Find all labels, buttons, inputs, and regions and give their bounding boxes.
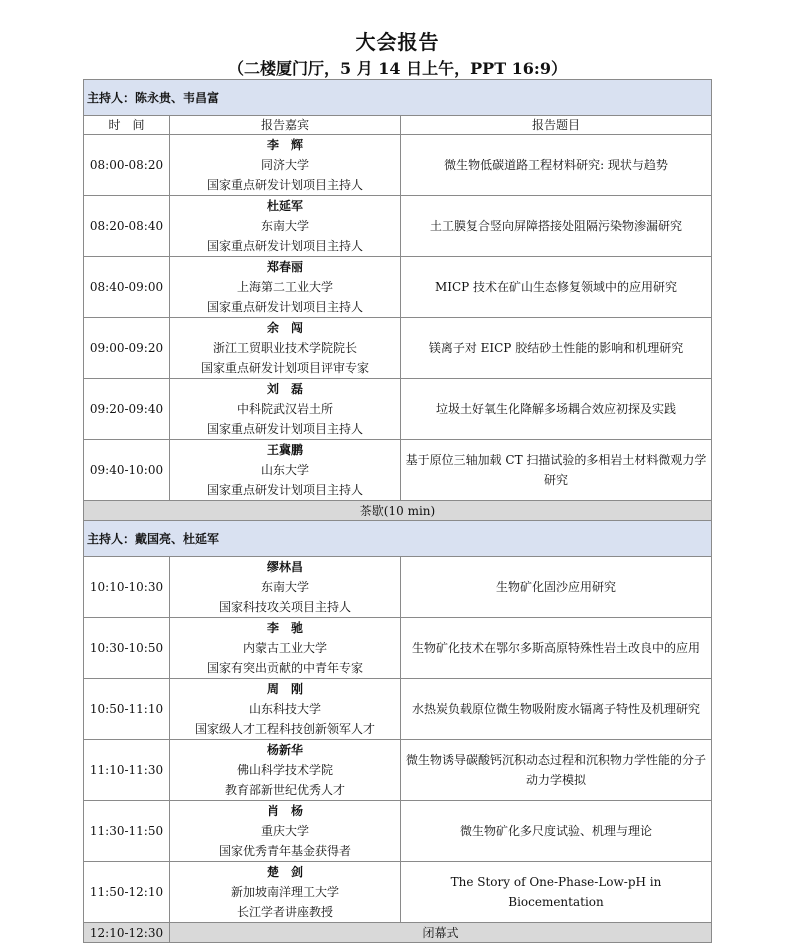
guest-title: 国家科技攻关项目主持人 (218, 600, 351, 614)
talk-guest (170, 679, 401, 740)
session2-host: 主持人：戴国亮、杜延军 (84, 521, 712, 557)
guest-org: 山东大学 (260, 463, 309, 477)
guest-title: 国家有突出贡献的中青年专家 (206, 661, 363, 675)
guest-title: 国家重点研发计划项目主持人 (206, 422, 363, 436)
guest-title: 国家重点研发计划项目主持人 (206, 300, 363, 314)
page-title: 大会报告 (355, 30, 440, 54)
guest-name: 杨新华 (266, 743, 303, 757)
talk-topic: 微生物低碳道路工程材料研究: 现状与趋势 (401, 135, 712, 196)
talk-time: 11:10-11:30 (84, 740, 170, 801)
talk-topic: MICP 技术在矿山生态修复领域中的应用研究 (401, 257, 712, 318)
table-row (84, 135, 712, 196)
talk-guest (170, 318, 401, 379)
talk-time: 11:30-11:50 (84, 801, 170, 862)
table-row (84, 862, 712, 923)
table-row (84, 379, 712, 440)
guest-org: 上海第二工业大学 (236, 280, 333, 294)
session1-host-row (84, 80, 712, 116)
guest-name: 缪林昌 (266, 560, 303, 574)
guest-org: 东南大学 (260, 580, 309, 594)
talk-topic: The Story of One-Phase-Low-pH in Biocementation (401, 862, 712, 923)
guest-name: 肖 杨 (266, 804, 303, 818)
talk-guest (170, 557, 401, 618)
guest-title: 国家重点研发计划项目主持人 (206, 483, 363, 497)
guest-org: 中科院武汉岩土所 (236, 402, 333, 416)
guest-org: 新加坡南洋理工大学 (230, 885, 339, 899)
table-row (84, 318, 712, 379)
guest-title: 国家重点研发计划项目主持人 (206, 239, 363, 253)
guest-title: 国家重点研发计划项目评审专家 (200, 361, 369, 375)
table-row (84, 196, 712, 257)
guest-name: 杜延军 (266, 199, 303, 213)
talk-topic: 垃圾土好氧生化降解多场耦合效应初探及实践 (401, 379, 712, 440)
column-header-row (84, 116, 712, 135)
guest-name: 王冀鹏 (266, 443, 303, 457)
guest-title: 国家优秀青年基金获得者 (218, 844, 351, 858)
talk-guest (170, 440, 401, 501)
talk-time: 08:00-08:20 (84, 135, 170, 196)
guest-name: 李 辉 (266, 138, 303, 152)
talk-topic: 生物矿化固沙应用研究 (401, 557, 712, 618)
talk-topic: 微生物矿化多尺度试验、机理与理论 (401, 801, 712, 862)
session1-host: 主持人：陈永贵、韦昌富 (84, 80, 712, 116)
talk-time: 10:50-11:10 (84, 679, 170, 740)
talk-guest (170, 801, 401, 862)
talk-time: 11:50-12:10 (84, 862, 170, 923)
talk-time: 10:10-10:30 (84, 557, 170, 618)
guest-org: 浙江工贸职业技术学院院长 (212, 341, 357, 355)
talk-topic: 水热炭负载原位微生物吸附废水镉离子特性及机理研究 (401, 679, 712, 740)
guest-name: 刘 磊 (266, 382, 303, 396)
talk-topic: 土工膜复合竖向屏障搭接处阻隔污染物渗漏研究 (401, 196, 712, 257)
session2-host-row (84, 521, 712, 557)
guest-org: 同济大学 (260, 158, 309, 172)
closing-row (84, 923, 712, 943)
guest-org: 东南大学 (260, 219, 309, 233)
talk-guest (170, 379, 401, 440)
guest-name: 李 驰 (266, 621, 303, 635)
guest-org: 山东科技大学 (248, 702, 321, 716)
talk-time: 09:20-09:40 (84, 379, 170, 440)
guest-org: 重庆大学 (260, 824, 309, 838)
guest-name: 楚 剑 (266, 865, 303, 879)
header-guest: 报告嘉宾 (170, 116, 401, 135)
page-subtitle: （二楼厦门厅，5 月 14 日上午，PPT 16:9） (228, 59, 567, 78)
table-row (84, 257, 712, 318)
talk-time: 09:00-09:20 (84, 318, 170, 379)
header-topic: 报告题目 (401, 116, 712, 135)
talk-topic: 微生物诱导碳酸钙沉积动态过程和沉积物力学性能的分子动力学模拟 (401, 740, 712, 801)
guest-org: 内蒙古工业大学 (242, 641, 327, 655)
table-row (84, 740, 712, 801)
talk-time: 08:20-08:40 (84, 196, 170, 257)
table-row (84, 618, 712, 679)
talk-guest (170, 618, 401, 679)
guest-name: 郑春丽 (266, 260, 303, 274)
talk-time: 09:40-10:00 (84, 440, 170, 501)
guest-title: 国家级人才工程科技创新领军人才 (194, 722, 375, 736)
header-time: 时 间 (84, 116, 170, 135)
closing-label: 闭幕式 (170, 923, 712, 943)
break-label: 茶歇(10 min) (84, 501, 712, 521)
guest-name: 周 刚 (266, 682, 303, 696)
guest-name: 余 闯 (266, 321, 303, 335)
schedule-table (83, 79, 712, 943)
guest-title: 教育部新世纪优秀人才 (224, 783, 345, 797)
table-row (84, 801, 712, 862)
table-row (84, 440, 712, 501)
guest-title: 国家重点研发计划项目主持人 (206, 178, 363, 192)
guest-title: 长江学者讲座教授 (236, 905, 333, 919)
guest-org: 佛山科学技术学院 (236, 763, 333, 777)
closing-time: 12:10-12:30 (84, 923, 170, 943)
table-row (84, 557, 712, 618)
talk-topic: 镁离子对 EICP 胶结砂土性能的影响和机理研究 (401, 318, 712, 379)
talk-guest (170, 862, 401, 923)
talk-time: 10:30-10:50 (84, 618, 170, 679)
talk-guest (170, 196, 401, 257)
talk-guest (170, 257, 401, 318)
talk-topic: 生物矿化技术在鄂尔多斯高原特殊性岩土改良中的应用 (401, 618, 712, 679)
talk-time: 08:40-09:00 (84, 257, 170, 318)
talk-topic: 基于原位三轴加载 CT 扫描试验的多相岩土材料微观力学研究 (401, 440, 712, 501)
break-row (84, 501, 712, 521)
table-row (84, 679, 712, 740)
talk-guest (170, 135, 401, 196)
talk-guest (170, 740, 401, 801)
